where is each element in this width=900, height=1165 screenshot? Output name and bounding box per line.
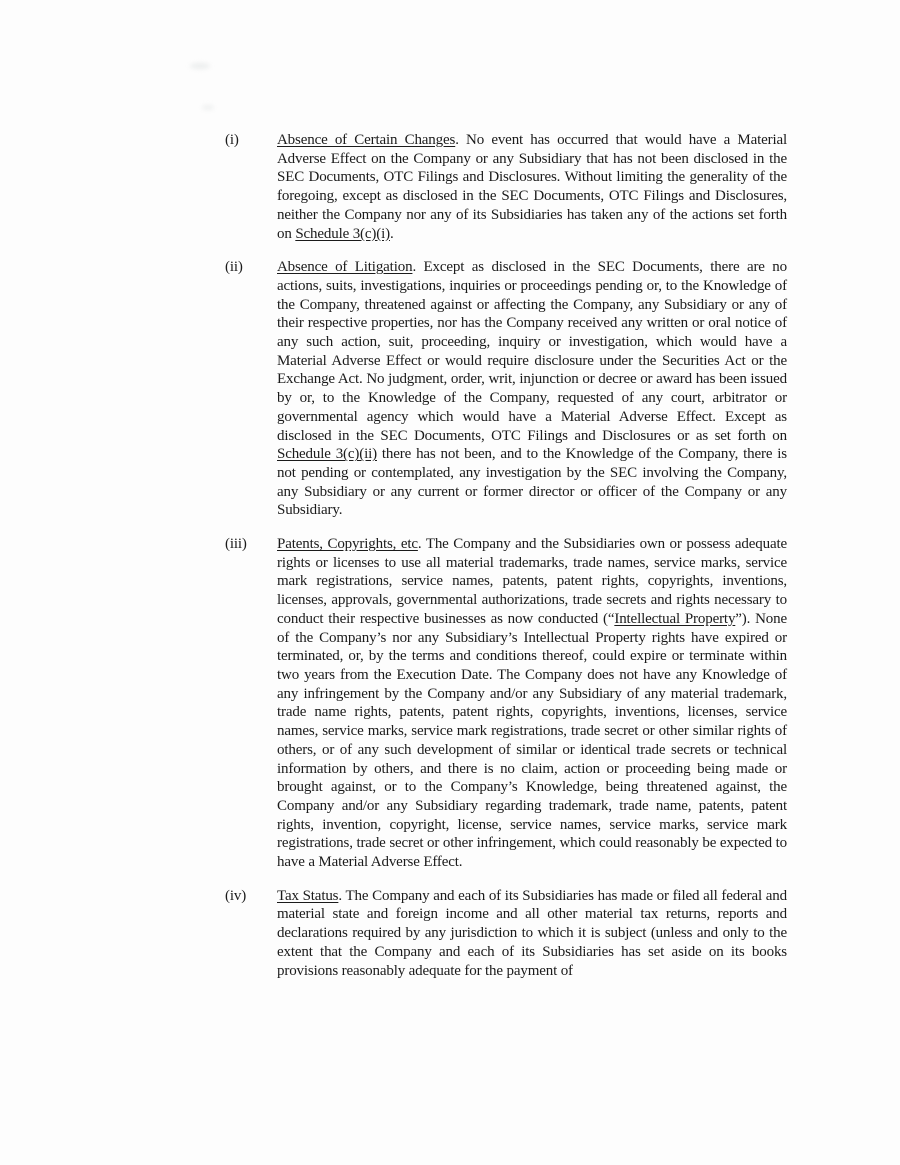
text-segment: . The Company and each of its Subsidiaries has made or filed all federal and material state and foreign income and all other material tax returns, reports and declarations required by any jurisdiction to which it is subject (unless and only to the extent that the Company and each of its Subsidiaries has set aside on its books provisions reasonably adequate for the payment of <box>277 887 787 979</box>
list-item <box>225 258 787 520</box>
text-segment: there has not been, and to the Knowledge of the Company, there is not pending or contemplated, any investigation by the SEC involving the Company, any Subsidiary or any current or former director or officer of the Company or any Subsidiary. <box>277 446 787 519</box>
paragraph-text <box>277 131 787 243</box>
list-marker: (iii) <box>225 536 247 553</box>
text-segment: . The Company and the Subsidiaries own or possess adequate rights or licenses to use all material trademarks, trade names, service marks, service mark registrations, service names, patents, patent rights, copyrights, inventions, licenses, approvals, governmental authorizations, trade secrets and rights necessary to conduct their respective businesses as now conducted (“ <box>277 536 787 627</box>
text-segment: . No event has occurred that would have a Material Adverse Effect on the Company or any Subsidiary that has not been disclosed in the SEC Documents, OTC Filings and Disclosures. Without limiting the generality of the foregoing, except as disclosed in the SEC Documents, OTC Filings and Disclosures, neither the Company nor any of its Subsidiaries has taken any of the actions set forth on <box>277 132 787 242</box>
underlined-text-segment: Schedule 3(c)(ii) <box>277 446 377 463</box>
paragraph-text <box>277 535 787 872</box>
paragraph-text <box>277 258 787 520</box>
scan-smudge <box>190 63 210 69</box>
list-item <box>225 535 787 872</box>
underlined-text-segment: Absence of Certain Changes <box>277 132 456 148</box>
list-item <box>225 131 787 243</box>
list-marker: (i) <box>225 132 239 148</box>
underlined-text-segment: Tax Status <box>277 887 339 904</box>
underlined-text-segment: Schedule 3(c)(i) <box>295 225 390 242</box>
text-segment: ”). None of the Company’s nor any Subsidiary’s Intellectual Property rights have expired or terminated, or, by the terms and conditions thereof, could expire or terminate within two years from the Execution Date. The Company does not have any Knowledge of any infringement by the Company and/or any Subsidiary of any material trademark, trade name rights, patents, patent rights, copyrights, inventions, licenses, service names, service marks, service mark registrations, trade secret or other similar rights of others, or of any such development of similar or identical trade secrets or technical information by others, and there is no claim, action or proceeding being made or brought against, or to the Company’s Knowledge, being threatened against, the Company and/or any Subsidiary regarding trademark, trade name, patents, patent rights, invention, copyright, license, service names, service marks, service mark registrations, trade secret or other infringement, which could reasonably be expected to have a Material Adverse Effect. <box>277 610 787 871</box>
paragraph-text <box>277 887 787 981</box>
document-body <box>225 131 787 995</box>
text-segment: . Except as disclosed in the SEC Documents, there are no actions, suits, investigations, inquiries or proceedings pending or, to the Knowledge of the Company, threatened against or affecting the Company, any Subsidiary or any of their respective properties, nor has the Company received any written or oral notice of any such action, suit, proceeding, inquiry or investigation, which would have a Material Adverse Effect or would require disclosure under the Securities Act or the Exchange Act. No judgment, order, writ, injunction or decree or award has been issued by or, to the Knowledge of the Company, requested of any court, arbitrator or governmental agency which would have a Material Adverse Effect. Except as disclosed in the SEC Documents, OTC Filings and Disclosures or as set forth on <box>277 259 787 444</box>
list-marker: (iv) <box>225 887 247 904</box>
text-segment: . <box>389 225 394 242</box>
underlined-text-segment: Patents, Copyrights, etc <box>277 536 418 553</box>
list-item <box>225 887 787 981</box>
list-marker: (ii) <box>225 259 243 276</box>
underlined-text-segment: Absence of Litigation <box>277 259 413 276</box>
scan-smudge <box>202 105 214 110</box>
underlined-text-segment: Intellectual Property <box>614 610 736 627</box>
